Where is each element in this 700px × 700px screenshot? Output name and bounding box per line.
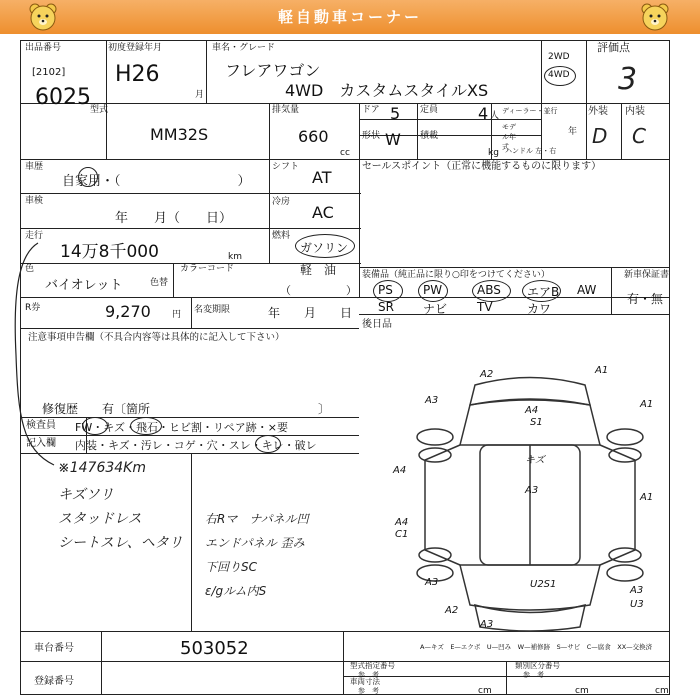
chassis-label: 車台番号 bbox=[34, 643, 74, 654]
scratch-circle bbox=[82, 417, 108, 435]
fuel-diesel: 軽 油 bbox=[300, 263, 337, 277]
capacity-label: 定員 bbox=[420, 105, 439, 115]
model-value: MM32S bbox=[150, 125, 209, 144]
equipment-item-top: エアB bbox=[527, 285, 560, 299]
score-label: 評価点 bbox=[597, 41, 630, 54]
damage-mark: A3 bbox=[425, 395, 439, 406]
displacement-value: 660 bbox=[298, 127, 329, 146]
damage-mark: A3 bbox=[480, 619, 494, 630]
color-no-label: 色替 bbox=[150, 278, 169, 288]
lot-label: 出品番号 bbox=[25, 43, 62, 53]
mileage-value: 14万8千000 bbox=[60, 242, 159, 262]
color-label: 色 bbox=[25, 264, 35, 274]
damage-mark: A4 bbox=[525, 405, 539, 416]
inspection-label: 車検 bbox=[25, 196, 44, 206]
shape-label: 形状 bbox=[362, 131, 381, 141]
history-label: 車歴 bbox=[25, 162, 44, 172]
capacity-unit: 人 bbox=[490, 111, 500, 121]
damage-mark: A1 bbox=[595, 365, 609, 376]
interior-label: 内装 bbox=[625, 106, 645, 117]
fuel-circle bbox=[295, 234, 355, 258]
inspection-value: 年 月（ 日） bbox=[115, 211, 233, 226]
displacement-label: 排気量 bbox=[272, 105, 300, 115]
inspector-label: 検査員 bbox=[26, 420, 56, 431]
car-name-label: 車名・グレード bbox=[212, 43, 276, 53]
hand-note-line: 右Rマ ナパネル凹 bbox=[205, 512, 309, 526]
damage-mark: S1 bbox=[530, 417, 543, 428]
name-change-value: 年 月 日 bbox=[268, 306, 353, 320]
dims-cm-2: cm bbox=[575, 686, 589, 696]
mileage-label: 走行 bbox=[25, 231, 44, 241]
fuel-label: 燃料 bbox=[272, 231, 291, 241]
equipment-item-bottom: ナビ bbox=[423, 302, 448, 316]
pointer-line bbox=[8, 235, 68, 470]
recycle-value: 9,270 bbox=[105, 302, 151, 321]
type-no-sub: 参 考 bbox=[358, 671, 379, 679]
damage-mark: A2 bbox=[480, 369, 494, 380]
equipment-circle bbox=[522, 280, 561, 302]
displacement-unit: cc bbox=[340, 148, 350, 158]
chip-circle bbox=[130, 417, 162, 435]
warranty-label: 新車保証書 bbox=[624, 270, 670, 280]
equipment-item-top: AW bbox=[577, 283, 597, 297]
interior-value: C bbox=[632, 124, 646, 148]
score-value: 3 bbox=[618, 62, 638, 97]
notes-label: 注意事項申告欄（不具合内容等は具体的に記入して下さい） bbox=[28, 332, 285, 343]
damage-legend: A—キズ E—エクボ U—凹み W—補修跡 S—サビ C—腐食 XX—交換済 bbox=[420, 643, 653, 651]
hand-note-line: スタッドレス bbox=[58, 511, 142, 527]
equipment-item-top: PS bbox=[378, 283, 393, 297]
load-label: 積載 bbox=[420, 131, 439, 141]
hand-note-line: ε/gルム内S bbox=[205, 584, 267, 598]
damage-mark: C1 bbox=[395, 529, 409, 540]
repair-history: 修復歴 有〔箇所 〕 bbox=[42, 402, 331, 416]
equipment-item-bottom: カワ bbox=[527, 302, 552, 316]
class-no-label: 類別区分番号 bbox=[515, 661, 560, 670]
first-reg-value: H26 bbox=[115, 62, 160, 87]
dims-sub: 参 考 bbox=[358, 687, 379, 695]
fuel-paren: （ ） bbox=[280, 284, 357, 297]
warranty-value: 有・無 bbox=[627, 292, 664, 306]
first-reg-label: 初度登録年月 bbox=[108, 43, 163, 53]
damage-mark: A3 bbox=[630, 585, 644, 596]
equipment-label: 装備品（純正品に限り○印をつけてください） bbox=[362, 270, 550, 280]
dealer-label: ディーラー・並行 bbox=[502, 107, 558, 115]
lot-number: 6025 bbox=[35, 85, 91, 110]
history-value: 自家用・（ ） bbox=[62, 174, 251, 189]
car-name: フレアワゴン bbox=[225, 61, 321, 80]
aircon-label: 冷房 bbox=[272, 197, 291, 207]
damage-mark: U2S1 bbox=[530, 579, 557, 590]
damage-mark: A3 bbox=[525, 485, 539, 496]
model-label: 型式 bbox=[90, 105, 109, 115]
shift-label: シフト bbox=[272, 162, 300, 172]
equipment-circle bbox=[418, 280, 448, 302]
header-title: 軽自動車コーナー bbox=[277, 8, 422, 26]
model-year-label: モデル年式 bbox=[502, 123, 516, 151]
damage-mark: A2 bbox=[445, 605, 459, 616]
equipment-item-bottom: SR bbox=[378, 300, 394, 314]
capacity-value: 4 bbox=[478, 104, 489, 123]
exterior-label: 外装 bbox=[588, 106, 608, 117]
drive-2wd: 2WD bbox=[548, 52, 570, 62]
mileage-unit: km bbox=[228, 252, 242, 262]
drive-4wd: 4WD bbox=[548, 70, 570, 80]
rear-seat-label: 後日品 bbox=[362, 319, 392, 330]
model-year-unit: 年 bbox=[568, 127, 578, 137]
recycle-label: R券 bbox=[25, 303, 41, 313]
damage-mark: A1 bbox=[640, 399, 654, 410]
color-value: バイオレット bbox=[45, 278, 123, 293]
equipment-item-top: PW bbox=[423, 283, 443, 297]
hand-note-line: エンドパネル 歪み bbox=[205, 536, 305, 550]
dims-cm-1: cm bbox=[478, 686, 492, 696]
chassis-value: 503052 bbox=[180, 638, 249, 659]
hand-note-line: シートスレ、ヘタリ bbox=[58, 535, 183, 551]
damage-mark: A4 bbox=[395, 517, 409, 528]
exterior-value: D bbox=[592, 124, 608, 148]
inspector-row1: FW・キズ・飛石・ヒビ割・リペア跡・×要 bbox=[75, 421, 288, 434]
color-code-label: カラーコード bbox=[180, 264, 235, 274]
equipment-item-bottom: TV bbox=[477, 300, 493, 314]
wear-circle bbox=[255, 435, 281, 453]
registration-label: 登録番号 bbox=[34, 676, 74, 687]
class-no-sub: 参 考 bbox=[523, 671, 544, 679]
name-change-label: 名変期限 bbox=[194, 305, 231, 315]
dims-cm-3: cm bbox=[655, 686, 669, 696]
damage-mark: キズ bbox=[525, 455, 545, 466]
dims-label: 車両寸法 bbox=[350, 677, 380, 686]
type-no-label: 型式指定番号 bbox=[350, 661, 395, 670]
load-unit: kg bbox=[488, 148, 499, 158]
inspector-row2: 内装・キズ・汚レ・コゲ・穴・スレ・キレ・破レ bbox=[75, 439, 317, 452]
private-use-circle bbox=[78, 167, 98, 187]
shift-value: AT bbox=[312, 168, 332, 187]
equipment-circle bbox=[472, 280, 511, 302]
doors-value: 5 bbox=[390, 104, 401, 123]
sales-point-label: セールスポイント（正常に機能するものに限ります） bbox=[362, 161, 602, 172]
damage-mark: A3 bbox=[425, 577, 439, 588]
aircon-value: AC bbox=[312, 203, 334, 222]
recycle-unit: 円 bbox=[172, 310, 182, 320]
damage-mark: A4 bbox=[393, 465, 407, 476]
hand-note-line: キズソリ bbox=[58, 487, 114, 503]
damage-mark: U3 bbox=[630, 599, 644, 610]
inspector-label2: 記入欄 bbox=[26, 438, 56, 449]
car-diagram bbox=[385, 365, 675, 640]
hand-note-line: 下回りSC bbox=[205, 560, 257, 574]
doors-label: ドア bbox=[362, 105, 380, 115]
hand-note-line: ※147634Km bbox=[58, 460, 146, 476]
car-grade: 4WD カスタムスタイルXS bbox=[285, 81, 489, 100]
equipment-item-top: ABS bbox=[477, 283, 501, 297]
lot-code: [2102] bbox=[32, 67, 66, 78]
shape-value: W bbox=[385, 130, 401, 149]
handle-label: ハンドル 左・右 bbox=[505, 147, 557, 155]
fuel-gas: ガソリン bbox=[300, 241, 349, 255]
first-reg-unit: 月 bbox=[195, 90, 205, 100]
damage-mark: A1 bbox=[640, 492, 654, 503]
equipment-circle bbox=[373, 280, 403, 302]
